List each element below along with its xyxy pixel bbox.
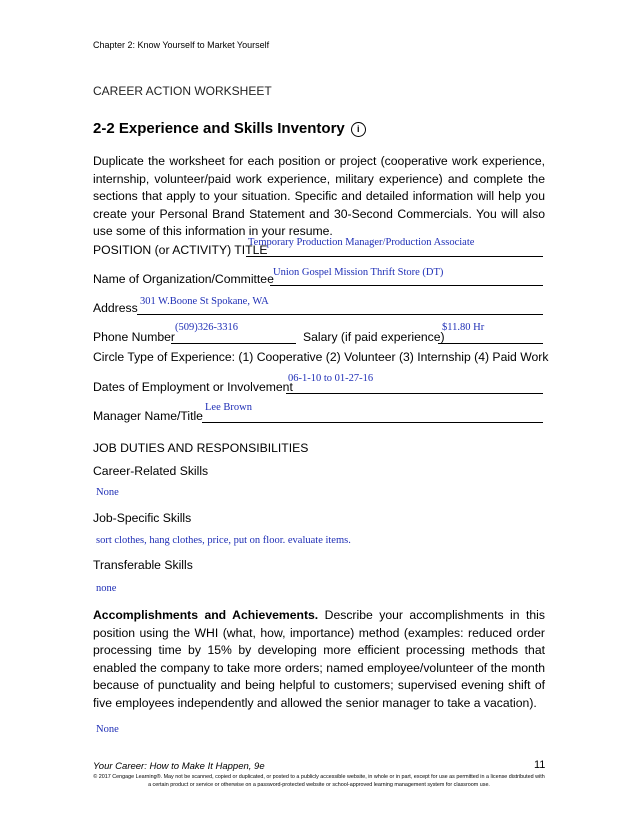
- address-value[interactable]: 301 W.Boone St Spokane, WA: [140, 296, 269, 307]
- organization-value[interactable]: Union Gospel Mission Thrift Store (DT): [273, 267, 444, 278]
- manager-line: [202, 422, 543, 423]
- organization-label: Name of Organization/Committee: [93, 272, 274, 286]
- manager-label: Manager Name/Title: [93, 409, 203, 423]
- experience-type: Circle Type of Experience: (1) Cooperative (2) Volunteer (3) Internship (4) Paid Work: [93, 350, 549, 364]
- accomplishments-paragraph: [93, 607, 545, 713]
- page-number: 11: [534, 759, 546, 771]
- accomplishments-text: [93, 607, 545, 713]
- accomplishments-heading: Accomplishments and Achievements.: [93, 608, 319, 622]
- position-value[interactable]: Temporary Production Manager/Production Associate: [248, 237, 475, 248]
- manager-value[interactable]: Lee Brown: [205, 402, 252, 413]
- intro-text: Duplicate the worksheet for each position or project (cooperative work experience, internship, volunteer/paid work experience, military experience) and complete the sections that apply to your situation. Specific and detailed information will help you create your Personal Brand Statement and 30-Second Commercials. You will also use some of this information in your resume.: [93, 154, 545, 239]
- running-header: Chapter 2: Know Yourself to Market Yourself: [93, 40, 270, 50]
- address-line: [137, 314, 543, 315]
- accomplishments-value[interactable]: None: [96, 724, 119, 735]
- position-line: [246, 256, 543, 257]
- phone-value[interactable]: (509)326-3316: [175, 322, 238, 333]
- dates-value[interactable]: 06-1-10 to 01-27-16: [288, 373, 374, 384]
- info-icon: i: [351, 122, 366, 137]
- phone-line: [171, 343, 296, 344]
- position-label: POSITION (or ACTIVITY) TITLE: [93, 243, 268, 257]
- duties-heading: JOB DUTIES AND RESPONSIBILITIES: [93, 441, 309, 455]
- organization-line: [270, 285, 543, 286]
- accomplishments-description: Describe your accomplishments in this position using the WHI (what, how, importance) method (examples: reduced order processing time by 15% by developing more efficient processing methods that enabled the company to take more orders; named employee/volunteer of the month because of punctuality and being helpful to customers; supervised evening shift of five employees independently and allowed the senior manager to take a vacation).: [93, 608, 545, 710]
- intro-paragraph: [93, 153, 545, 241]
- phone-label: Phone Number: [93, 330, 175, 344]
- address-label: Address: [93, 301, 138, 315]
- job-skills-label: Job-Specific Skills: [93, 511, 192, 525]
- footer-book-title: Your Career: How to Make It Happen, 9e: [93, 761, 265, 772]
- salary-value[interactable]: $11.80 Hr: [442, 322, 485, 333]
- title-text: 2-2 Experience and Skills Inventory: [93, 120, 345, 137]
- dates-label: Dates of Employment or Involvement: [93, 380, 293, 394]
- salary-label: Salary (if paid experience): [303, 330, 445, 344]
- copyright-notice: © 2017 Cengage Learning®. May not be scanned, copied or duplicated, or posted to a publicly accessible website, in whole or in part, except for use as permitted in a license distributed with a certain product or service or otherwise on a password-protected website or school-approved learning management system for classroom use.: [93, 774, 545, 788]
- transferable-skills-value[interactable]: none: [96, 583, 117, 594]
- worksheet-title: [93, 120, 366, 137]
- career-skills-label: Career-Related Skills: [93, 464, 209, 478]
- section-label: CAREER ACTION WORKSHEET: [93, 84, 272, 98]
- job-skills-value[interactable]: sort clothes, hang clothes, price, put on floor. evaluate items.: [96, 535, 351, 546]
- transferable-skills-label: Transferable Skills: [93, 558, 193, 572]
- salary-line: [438, 343, 543, 344]
- dates-line: [286, 393, 543, 394]
- career-skills-value[interactable]: None: [96, 487, 119, 498]
